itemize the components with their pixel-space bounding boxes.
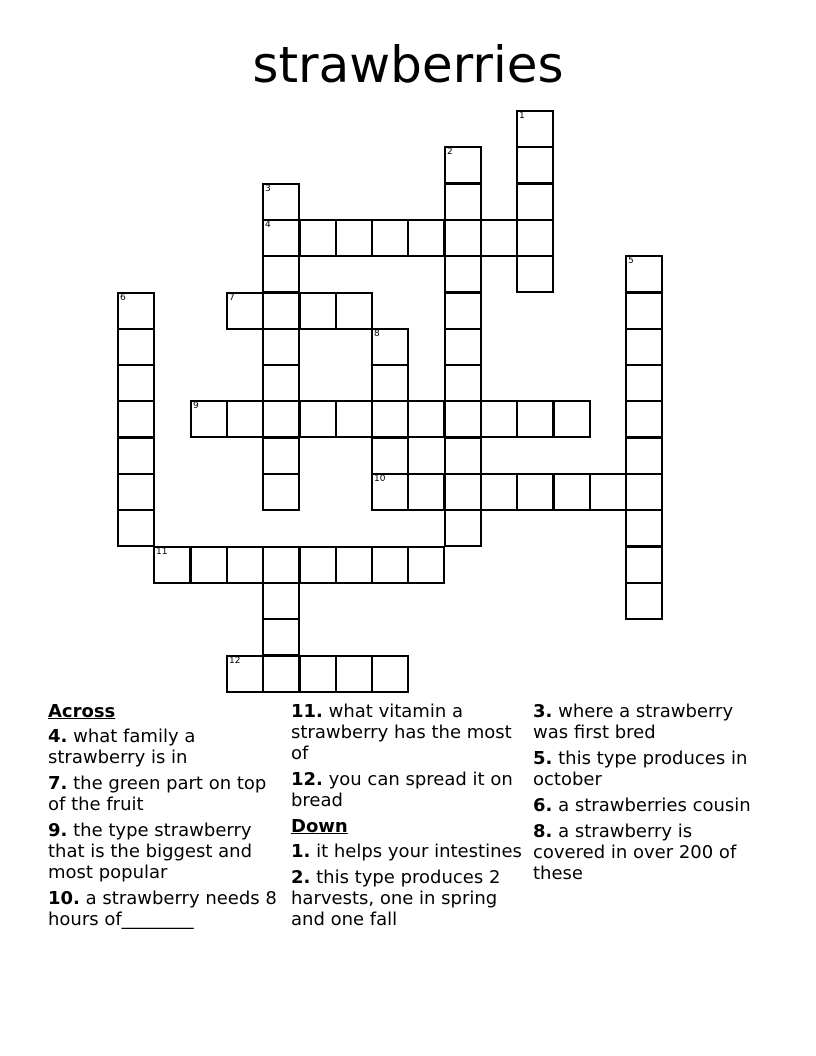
clue-text: a strawberries cousin	[558, 795, 751, 816]
cell-number: 9	[193, 401, 199, 411]
crossword-cell[interactable]	[371, 546, 409, 584]
crossword-cell[interactable]	[371, 364, 409, 402]
crossword-cell[interactable]	[480, 473, 518, 511]
clues-column-2	[291, 701, 527, 935]
clue-number: 9.	[48, 820, 68, 841]
crossword-cell[interactable]	[444, 437, 482, 475]
crossword-cell[interactable]	[371, 437, 409, 475]
crossword-cell[interactable]	[407, 400, 445, 438]
cell-number: 3	[265, 184, 271, 194]
clue-across-9	[48, 820, 284, 883]
crossword-cell[interactable]	[625, 437, 663, 475]
crossword-cell[interactable]	[625, 255, 663, 293]
crossword-cell[interactable]	[262, 328, 300, 366]
crossword-cell[interactable]	[516, 473, 554, 511]
clue-number: 5.	[533, 748, 553, 769]
clue-number: 6.	[533, 795, 553, 816]
crossword-cell[interactable]	[335, 219, 373, 257]
clue-across-11	[291, 701, 527, 764]
crossword-cell[interactable]	[625, 364, 663, 402]
crossword-cell[interactable]	[444, 219, 482, 257]
clue-text: this type produces in october	[533, 748, 748, 790]
crossword-cell[interactable]	[516, 255, 554, 293]
cell-number: 11	[156, 547, 168, 557]
crossword-cell[interactable]	[299, 292, 337, 330]
crossword-cell[interactable]	[371, 328, 409, 366]
crossword-cell[interactable]	[299, 400, 337, 438]
crossword-cell[interactable]	[625, 292, 663, 330]
cell-number: 8	[374, 329, 380, 339]
crossword-cell[interactable]	[625, 400, 663, 438]
clue-text: a strawberry needs 8 hours of________	[48, 888, 277, 930]
crossword-cell[interactable]	[299, 655, 337, 693]
crossword-cell[interactable]	[444, 328, 482, 366]
clue-down-6	[533, 795, 769, 816]
crossword-cell[interactable]	[299, 219, 337, 257]
clue-text: it helps your intestines	[316, 841, 522, 862]
clue-text: this type produces 2 harvests, one in spring and one fall	[291, 867, 501, 930]
crossword-cell[interactable]	[117, 364, 155, 402]
crossword-cell[interactable]	[553, 473, 591, 511]
crossword-cell[interactable]	[335, 292, 373, 330]
crossword-cell[interactable]	[371, 219, 409, 257]
cell-number: 4	[265, 220, 271, 230]
crossword-cell[interactable]	[625, 582, 663, 620]
crossword-cell[interactable]	[262, 364, 300, 402]
crossword-cell[interactable]	[516, 146, 554, 184]
crossword-cell[interactable]	[407, 219, 445, 257]
down-heading: Down	[291, 816, 348, 837]
clue-number: 1.	[291, 841, 311, 862]
clue-number: 3.	[533, 701, 553, 722]
crossword-cell[interactable]	[226, 400, 264, 438]
clue-number: 4.	[48, 726, 68, 747]
crossword-cell[interactable]	[262, 618, 300, 656]
crossword-cell[interactable]	[444, 473, 482, 511]
clue-across-10	[48, 888, 284, 930]
crossword-cell[interactable]	[153, 546, 191, 584]
crossword-cell[interactable]	[299, 546, 337, 584]
cell-number: 5	[628, 256, 634, 266]
crossword-cell[interactable]	[262, 255, 300, 293]
puzzle-title: strawberries	[252, 36, 564, 94]
clue-across-4	[48, 726, 284, 768]
clue-text: where a strawberry was first bred	[533, 701, 734, 743]
clue-number: 12.	[291, 769, 323, 790]
crossword-cell[interactable]	[262, 292, 300, 330]
crossword-cell[interactable]	[444, 509, 482, 547]
clue-text: what vitamin a strawberry has the most of	[291, 701, 512, 764]
crossword-cell[interactable]	[625, 509, 663, 547]
crossword-cell[interactable]	[444, 400, 482, 438]
crossword-cell[interactable]	[335, 655, 373, 693]
crossword-cell[interactable]	[553, 400, 591, 438]
crossword-cell[interactable]	[226, 655, 264, 693]
clue-number: 7.	[48, 773, 68, 794]
crossword-cell[interactable]	[516, 219, 554, 257]
crossword-cell[interactable]	[444, 364, 482, 402]
crossword-cell[interactable]	[335, 546, 373, 584]
clue-across-7	[48, 773, 284, 815]
crossword-cell[interactable]	[625, 546, 663, 584]
crossword-cell[interactable]	[117, 473, 155, 511]
clues-column-3	[533, 701, 769, 889]
clue-across-12	[291, 769, 527, 811]
clue-text: a strawberry is covered in over 200 of these	[533, 821, 737, 884]
crossword-cell[interactable]	[117, 292, 155, 330]
clue-down-8	[533, 821, 769, 884]
crossword-cell[interactable]	[407, 546, 445, 584]
cell-number: 2	[447, 147, 453, 157]
crossword-cell[interactable]	[516, 110, 554, 148]
crossword-cell[interactable]	[262, 655, 300, 693]
clue-number: 2.	[291, 867, 311, 888]
crossword-cell[interactable]	[371, 400, 409, 438]
crossword-cell[interactable]	[444, 146, 482, 184]
crossword-cell[interactable]	[226, 546, 264, 584]
crossword-cell[interactable]	[262, 437, 300, 475]
crossword-cell[interactable]	[117, 437, 155, 475]
clue-down-1	[291, 841, 527, 862]
crossword-cell[interactable]	[335, 400, 373, 438]
cell-number: 12	[229, 656, 241, 666]
clue-number: 11.	[291, 701, 323, 722]
cell-number: 7	[229, 293, 235, 303]
clues-column-1	[48, 701, 284, 935]
crossword-cell[interactable]	[407, 473, 445, 511]
crossword-cell[interactable]	[589, 473, 627, 511]
crossword-cell[interactable]	[625, 473, 663, 511]
crossword-cell[interactable]	[480, 219, 518, 257]
crossword-cell[interactable]	[444, 292, 482, 330]
clue-text: the type strawberry that is the biggest and most popular	[48, 820, 253, 883]
clue-number: 10.	[48, 888, 80, 909]
across-heading: Across	[48, 701, 116, 722]
crossword-cell[interactable]	[444, 255, 482, 293]
clue-down-3	[533, 701, 769, 743]
crossword-cell[interactable]	[371, 655, 409, 693]
crossword-cell[interactable]	[262, 183, 300, 221]
crossword-cell[interactable]	[444, 183, 482, 221]
crossword-cell[interactable]	[262, 400, 300, 438]
clue-down-5	[533, 748, 769, 790]
clue-text: you can spread it on bread	[291, 769, 513, 811]
crossword-cell[interactable]	[371, 473, 409, 511]
crossword-cell[interactable]	[190, 546, 228, 584]
clue-text: the green part on top of the fruit	[48, 773, 267, 815]
crossword-cell[interactable]	[262, 546, 300, 584]
crossword-cell[interactable]	[117, 400, 155, 438]
cell-number: 6	[120, 293, 126, 303]
crossword-cell[interactable]	[262, 582, 300, 620]
crossword-cell[interactable]	[480, 400, 518, 438]
crossword-cell[interactable]	[625, 328, 663, 366]
crossword-cell[interactable]	[516, 400, 554, 438]
crossword-cell[interactable]	[117, 509, 155, 547]
cell-number: 10	[374, 474, 386, 484]
crossword-cell[interactable]	[516, 183, 554, 221]
clue-number: 8.	[533, 821, 553, 842]
crossword-cell[interactable]	[262, 473, 300, 511]
crossword-cell[interactable]	[262, 219, 300, 257]
cell-number: 1	[519, 111, 525, 121]
crossword-cell[interactable]	[226, 292, 264, 330]
clue-down-2	[291, 867, 527, 930]
crossword-cell[interactable]	[190, 400, 228, 438]
clue-text: what family a strawberry is in	[48, 726, 196, 768]
crossword-cell[interactable]	[117, 328, 155, 366]
